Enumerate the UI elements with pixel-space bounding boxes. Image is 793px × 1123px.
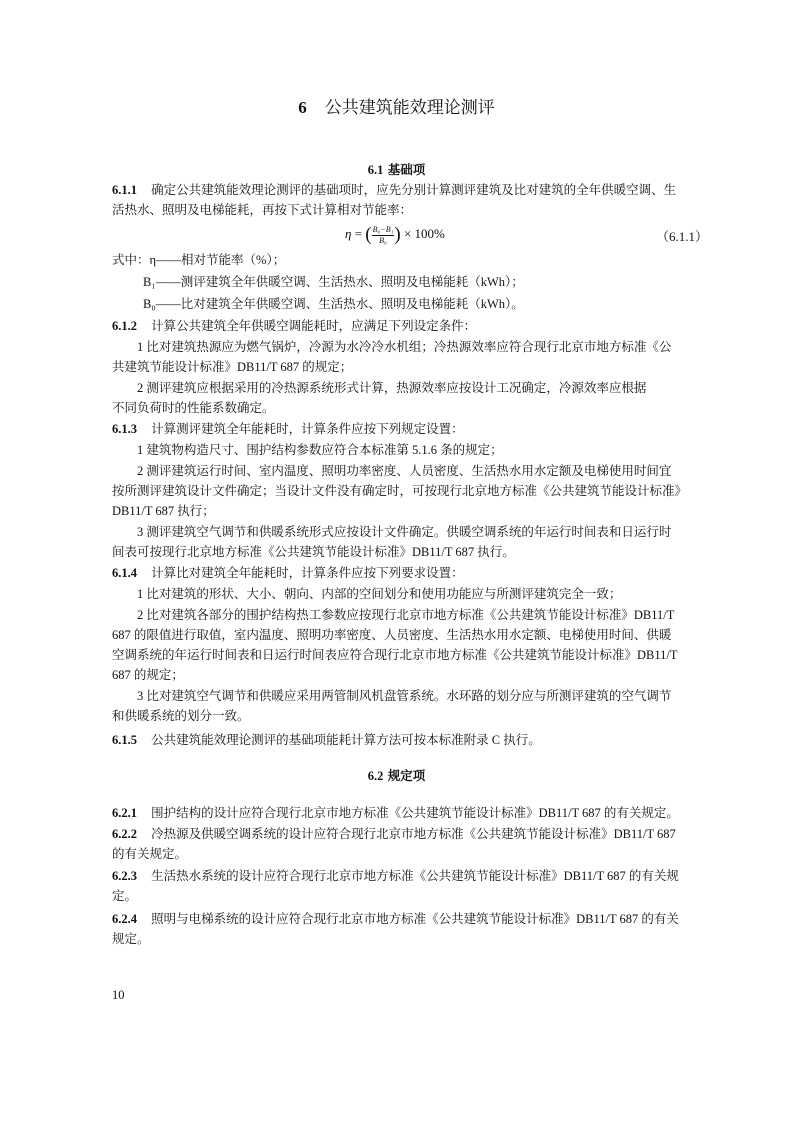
clause-6-2-2: 6.2.2 冷热源及供暖空调系统的设计应符合现行北京市地方标准《公共建筑节能设计标准》DB11/T 687	[112, 827, 676, 841]
text-line: 共建筑节能设计标准》DB11/T 687 的规定；	[112, 360, 353, 374]
formula-tail: × 100%	[403, 225, 445, 241]
formula-6-1-1: η = ( $\frac{\text{B₀−B₁}}{\text{B₀}}$ ) × 100% （6.1.1）	[345, 224, 709, 245]
clause-6-2-4: 6.2.4 照明与电梯系统的设计应符合现行北京市地方标准《公共建筑节能设计标准》DB11/T 687 的有关	[112, 912, 679, 926]
page-number: 10	[112, 988, 125, 1002]
section-heading-6-1: 6.1 基础项	[367, 162, 426, 177]
clause-6-1-5: 6.1.5 公共建筑能效理论测评的基础项能耗计算方法可按本标准附录 C 执行。	[112, 733, 541, 747]
text-line: 定。	[112, 889, 138, 903]
text-line: B₁——测评建筑全年供暖空调、生活热水、照明及电梯能耗（kWh）；	[143, 275, 524, 289]
clause-6-1-3: 6.1.3 计算测评建筑全年能耗时，计算条件应按下列规定设置：	[112, 422, 464, 436]
text-line: 687 的规定；	[112, 668, 184, 682]
text-line: 活热水、照明及电梯能耗，再按下式计算相对节能率：	[112, 203, 413, 217]
text-line: 1 建筑物构造尺寸、围护结构参数应符合本标准第 5.1.6 条的规定；	[137, 443, 503, 457]
text-line: B₀——比对建筑全年供暖空调、生活热水、照明及电梯能耗（kWh）。	[143, 297, 524, 311]
text-line: 间表可按现行北京地方标准《公共建筑节能设计标准》DB11/T 687 执行。	[112, 545, 515, 559]
formula-lhs: η	[345, 225, 352, 241]
clause-6-2-1: 6.2.1 围护结构的设计应符合现行北京市地方标准《公共建筑节能设计标准》DB11/T 687 的有关规定。	[112, 806, 679, 820]
formula-label: （6.1.1）	[656, 229, 709, 244]
text-line: 不同负荷时的性能系数确定。	[112, 401, 275, 415]
chapter-title	[0, 93, 793, 118]
text-line: 2 比对建筑各部分的围护结构热工参数应按现行北京市地方标准《公共建筑节能设计标准》DB11/T	[137, 608, 675, 622]
clause-6-2-3: 6.2.3 生活热水系统的设计应符合现行北京市地方标准《公共建筑节能设计标准》DB11/T 687 的有关规	[112, 869, 679, 883]
formula-fraction: $\frac{\text{B₀−B₁}}{\text{B₀}}$	[372, 224, 394, 245]
text-line: 2 测评建筑运行时间、室内温度、照明功率密度、人员密度、生活热水用水定额及电梯使用时间宜	[137, 464, 672, 478]
text-line: 空调系统的年运行时间表和日运行时间表应符合现行北京市地方标准《公共建筑节能设计标准》DB11/T	[112, 648, 678, 662]
text-line: 2 测评建筑应根据采用的冷热源系统形式计算，热源效率应按设计工况确定，冷源效率应根据	[137, 381, 647, 395]
clause-6-1-4: 6.1.4 计算比对建筑全年能耗时，计算条件应按下列要求设置：	[112, 566, 464, 580]
chapter-title-text: 公共建筑能效理论测评	[324, 98, 495, 118]
text-line: 3 测评建筑空气调节和供暖系统形式应按设计文件确定。供暖空调系统的年运行时间表和日运行时	[137, 525, 672, 539]
text-line: DB11/T 687 执行；	[112, 504, 215, 518]
section-heading-6-2: 6.2 规定项	[367, 768, 426, 783]
text-line: 和供暖系统的划分一致。	[112, 709, 250, 723]
chapter-number: 6	[298, 98, 307, 117]
clause-6-1-2: 6.1.2 计算公共建筑全年供暖空调能耗时，应满足下列设定条件：	[112, 319, 477, 333]
text-line: 按所测评建筑设计文件确定；当设计文件没有确定时，可按现行北京地方标准《公共建筑节能设计标准》	[112, 484, 688, 498]
text-line: 1 比对建筑热源应为燃气锅炉，冷源为水冷冷水机组；冷热源效率应符合现行北京市地方标准《公	[137, 340, 672, 354]
text-line: 规定。	[112, 932, 150, 946]
text-line: 687 的限值进行取值，室内温度、照明功率密度、人员密度、生活热水用水定额、电梯使用时间、供暖	[112, 628, 672, 642]
text-line: 的有关规定。	[112, 847, 188, 861]
text-line: 1 比对建筑的形状、大小、朝向、内部的空间划分和使用功能应与所测评建筑完全一致；	[137, 587, 622, 601]
clause-6-1-1: 6.1.1 确定公共建筑能效理论测评的基础项时，应先分别计算测评建筑及比对建筑的全年供暖空调、生	[112, 183, 677, 197]
text-line: 3 比对建筑空气调节和供暖应采用两管制风机盘管系统。水环路的划分应与所测评建筑的空气调节	[137, 689, 672, 703]
text-line: 式中：η——相对节能率（%）；	[112, 253, 286, 267]
